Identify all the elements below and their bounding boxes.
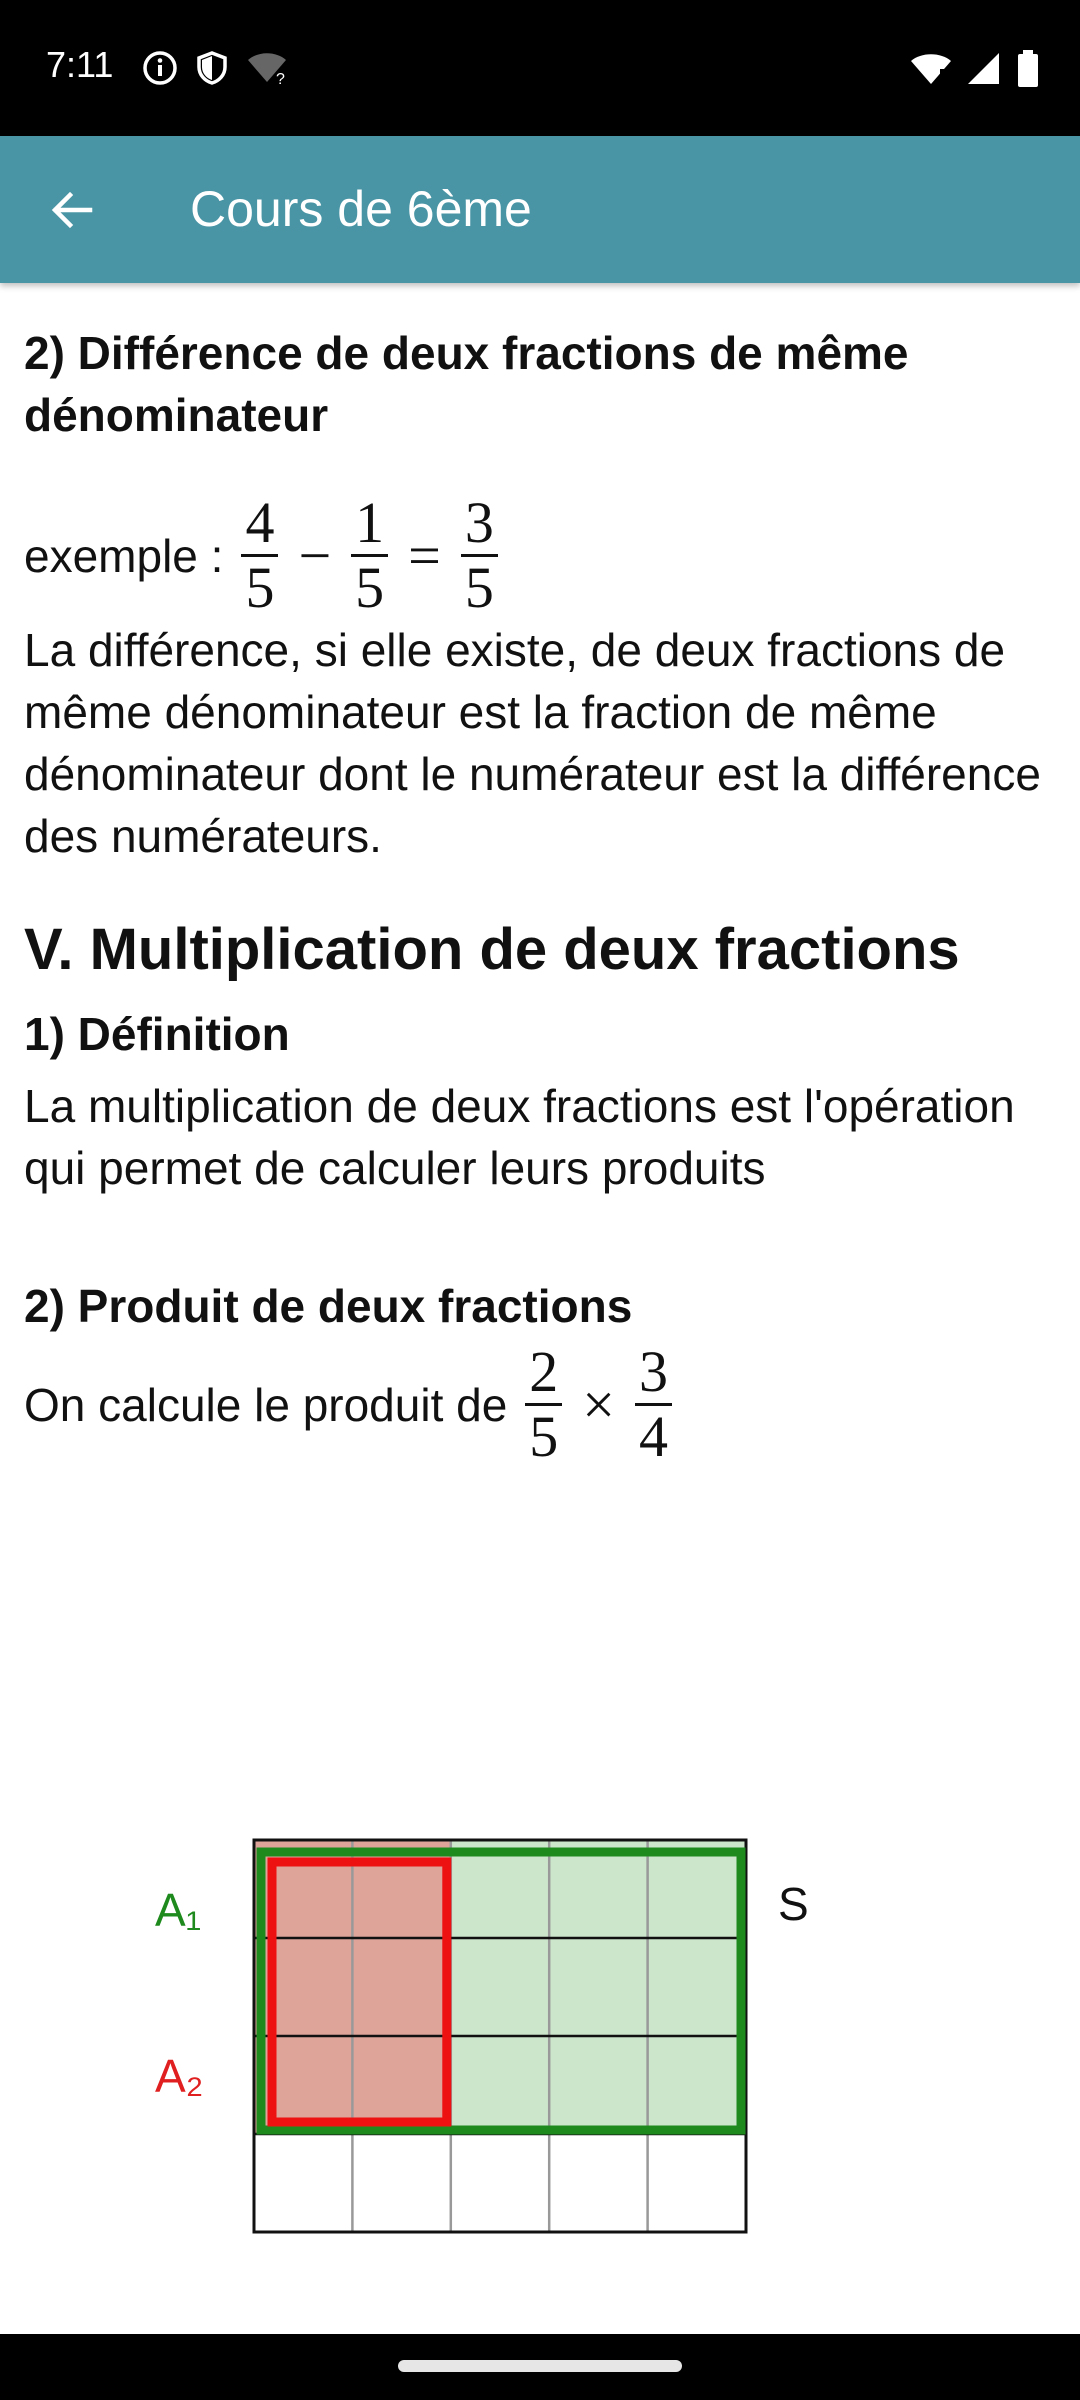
wifi-unknown-icon [246, 50, 290, 91]
difference-rule: La différence, si elle existe, de deux fractions de même dénominateur est la fraction de même dénominateur dont le numérateur est la différence des numérateurs. [24, 624, 1041, 862]
navigation-bar [0, 2334, 1080, 2400]
status-icons-left [142, 50, 290, 91]
fraction-grid-svg [0, 1820, 1080, 2260]
product-label: On calcule le produit de [24, 1378, 508, 1431]
back-button[interactable] [40, 180, 104, 244]
label-a1: A₁ [155, 1884, 202, 1936]
product-fraction-a [525, 1341, 562, 1468]
equals-operator: = [408, 523, 441, 588]
label-s: S [778, 1878, 809, 1930]
shield-icon [194, 50, 230, 91]
multiplication-heading: V. Multiplication de deux fractions [24, 917, 960, 982]
definition-text: La multiplication de deux fractions est l'opération qui permet de calculer leurs produits [24, 1080, 1015, 1194]
status-icons-right [910, 50, 1040, 93]
status-time: 7:11 [46, 44, 114, 85]
example-label: exemple : [24, 529, 224, 582]
lesson-content [24, 322, 1054, 1468]
product-fraction-a-numerator: 2 [525, 1341, 562, 1406]
product-fraction-b [635, 1341, 672, 1468]
product-fraction-b-denominator: 4 [639, 1404, 669, 1469]
wifi-icon [910, 51, 952, 92]
product-fraction-a-denominator: 5 [529, 1404, 559, 1469]
fraction-a [241, 492, 278, 619]
product-expression [24, 1341, 1054, 1468]
info-icon [142, 50, 178, 91]
battery-icon [1016, 50, 1040, 93]
difference-example [24, 492, 1054, 619]
difference-heading: 2) Différence de deux fractions de même dénominateur [24, 327, 909, 441]
home-gesture-handle[interactable] [398, 2360, 682, 2372]
fraction-b-denominator: 5 [355, 555, 385, 620]
svg-text:?: ? [276, 71, 285, 86]
status-bar [0, 0, 1080, 136]
fraction-b [351, 492, 388, 619]
app-bar [0, 136, 1080, 283]
product-heading: 2) Produit de deux fractions [24, 1280, 633, 1332]
fraction-a-numerator: 4 [241, 492, 278, 557]
definition-heading: 1) Définition [24, 1008, 290, 1060]
fraction-a-denominator: 5 [245, 555, 275, 620]
signal-icon [966, 51, 1002, 92]
fraction-result-denominator: 5 [464, 555, 494, 620]
label-a2: A₂ [155, 2050, 204, 2102]
product-fraction-b-numerator: 3 [635, 1341, 672, 1406]
times-operator: × [582, 1372, 616, 1437]
fraction-result-numerator: 3 [461, 492, 498, 557]
fraction-result [461, 492, 498, 619]
minus-operator: − [298, 523, 332, 588]
fraction-area-diagram [0, 1820, 1080, 2260]
arrow-back-icon [50, 188, 94, 237]
fraction-b-numerator: 1 [351, 492, 388, 557]
app-title: Cours de 6ème [190, 181, 532, 237]
